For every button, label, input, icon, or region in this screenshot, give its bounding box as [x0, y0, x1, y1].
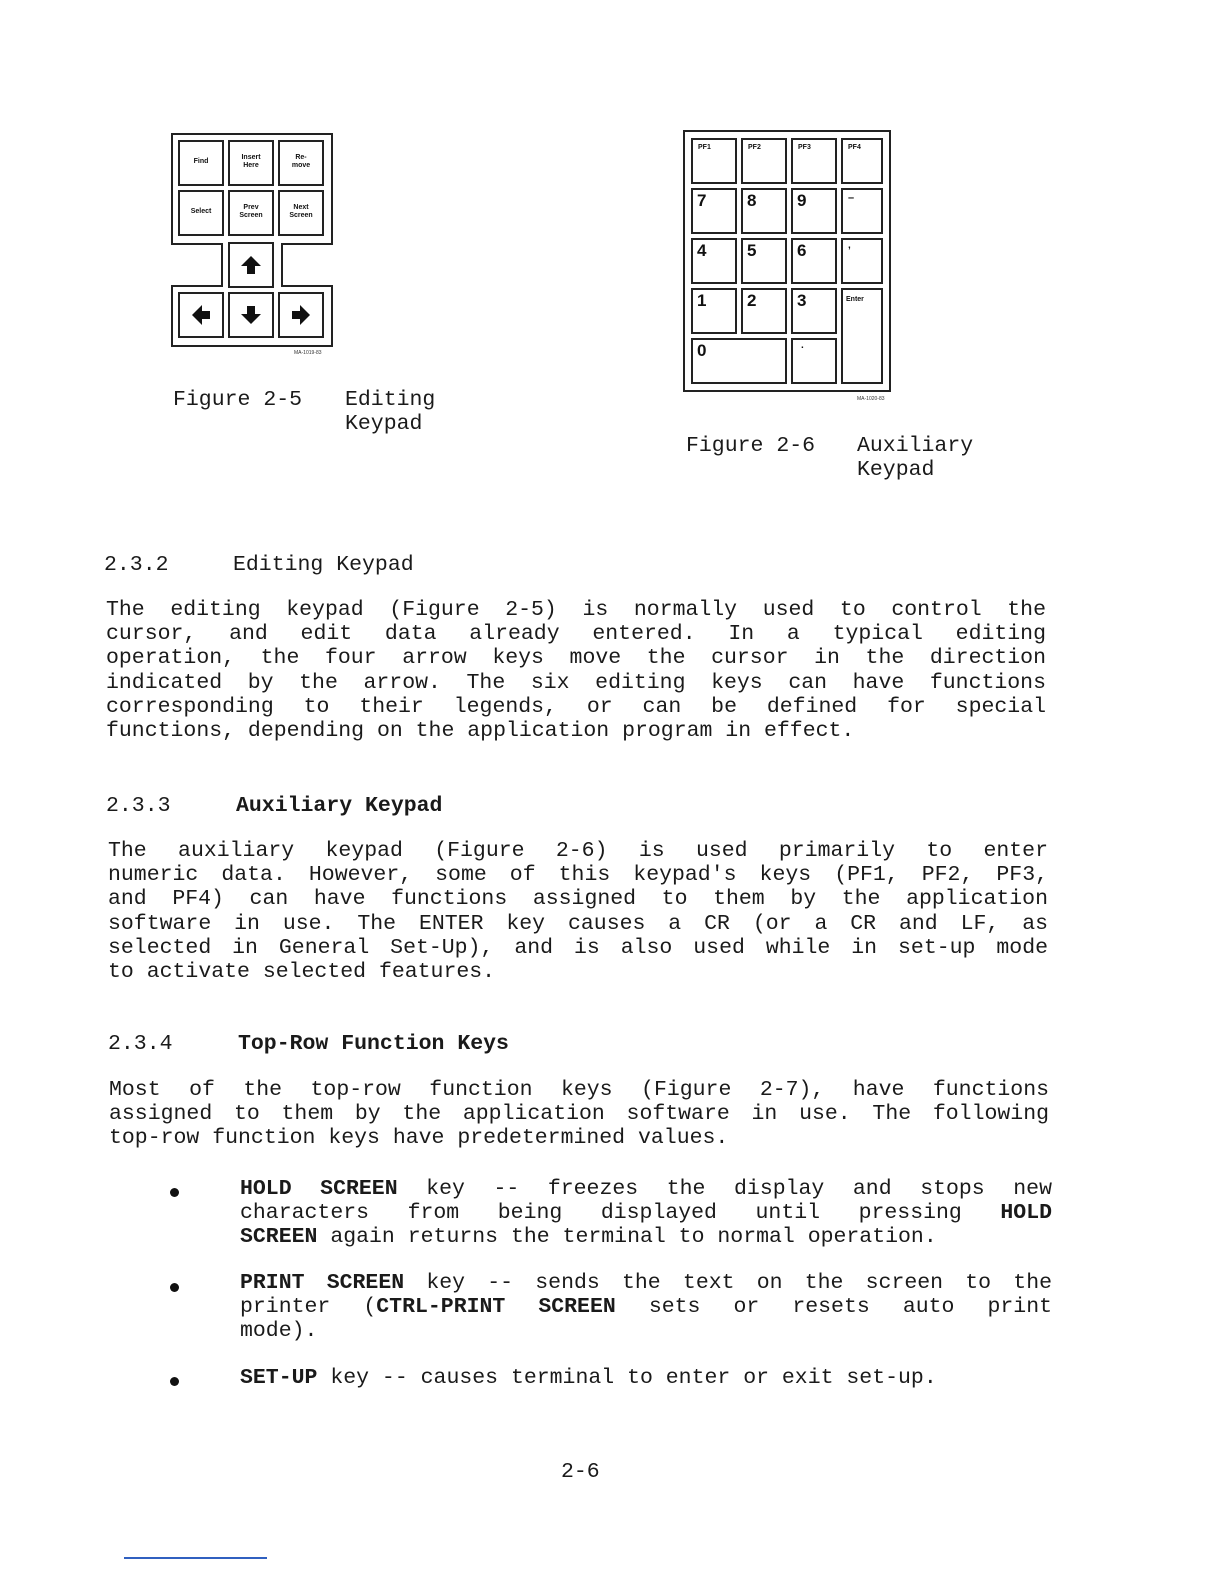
key-1 [691, 288, 737, 334]
bullet-icon [170, 1283, 179, 1292]
key-prev-screen [228, 190, 274, 236]
body-line: The editing keypad (Figure 2-5) is normally used to control the [106, 598, 1046, 622]
figure-2-5-caption-line1: Editing [345, 388, 436, 412]
section-2-3-3-number: 2.3.3 [106, 794, 171, 818]
bullet-text: again returns the terminal to normal operation. [317, 1225, 937, 1249]
bullet-icon [170, 1188, 179, 1197]
key-insert-label-1: Insert [241, 154, 261, 161]
section-2-3-4-title: Top-Row Function Keys [238, 1032, 509, 1056]
key-insert-here [228, 140, 274, 186]
bullet-hold-screen [240, 1177, 1052, 1249]
body-line: software in use. The ENTER key causes a CR (or a CR and LF, as [108, 911, 1048, 936]
key-remove [278, 140, 324, 186]
key-enter-label: Enter [846, 296, 864, 303]
key-comma [841, 238, 883, 284]
key-6 [791, 238, 837, 284]
key-1-label: 1 [697, 291, 707, 310]
caption-label: Figure 2-5 [173, 388, 303, 412]
key-0 [691, 338, 787, 384]
key-pf3-label: PF3 [798, 144, 811, 151]
key-8-label: 8 [747, 191, 757, 210]
figure-code: MA-1020-83 [857, 396, 885, 402]
key-pf2 [741, 138, 787, 184]
key-period-label: . [801, 340, 804, 351]
key-minus [841, 188, 883, 234]
footer-rule [124, 1557, 267, 1559]
bullet-text: mode). [240, 1319, 318, 1343]
arrow-up-icon [240, 254, 262, 276]
key-insert-label-2: Here [243, 162, 259, 169]
body-line: to activate selected features. [108, 959, 496, 984]
key-remove-label-1: Re- [295, 154, 307, 161]
bullet-text: key -- freezes the display and stops new [397, 1177, 1052, 1201]
body-line: assigned to them by the application software in use. The following [109, 1102, 1049, 1127]
key-4-label: 4 [697, 241, 707, 260]
bullet-key: SET-UP [240, 1366, 318, 1390]
key-prev-label-1: Prev [243, 204, 259, 211]
key-7 [691, 188, 737, 234]
key-remove-label-2: move [291, 162, 311, 169]
bullet-text: characters from being displayed until pressing [240, 1201, 1001, 1225]
body-line: corresponding to their legends, or can be defined for special [106, 694, 1046, 719]
section-2-3-2-number: 2.3.2 [104, 553, 169, 577]
key-next-label-2: Screen [289, 212, 313, 219]
figure-2-6-caption-line1: Auxiliary [857, 434, 974, 458]
key-pf1-label: PF1 [698, 144, 711, 151]
key-find-label: Find [193, 158, 209, 165]
body-line: The auxiliary keypad (Figure 2-6) is used primarily to enter [108, 839, 1048, 863]
key-arrow-left [178, 292, 224, 338]
section-2-3-3-title: Auxiliary Keypad [236, 794, 443, 818]
body-line: Most of the top-row function keys (Figure 2-7), have functions [109, 1078, 1049, 1102]
key-4 [691, 238, 737, 284]
key-arrow-right [278, 292, 324, 338]
section-2-3-4-number: 2.3.4 [108, 1032, 173, 1056]
bullet-key: PRINT SCREEN [240, 1271, 405, 1295]
key-comma-label: , [848, 240, 851, 251]
key-enter [841, 288, 883, 384]
auxiliary-keypad-figure [683, 130, 893, 406]
bullet-key: HOLD [1000, 1201, 1052, 1225]
body-line: selected in General Set-Up), and is also used while in set-up mode [108, 935, 1048, 960]
key-9-label: 9 [797, 191, 807, 210]
section-2-3-2-title: Editing Keypad [233, 553, 414, 577]
section-2-3-3-body [108, 839, 1048, 984]
key-6-label: 6 [797, 241, 807, 260]
bullet-text: sets or resets auto print [615, 1295, 1052, 1319]
key-5 [741, 238, 787, 284]
key-arrow-up [228, 242, 274, 288]
key-3 [791, 288, 837, 334]
key-prev-label-2: Screen [239, 212, 263, 219]
key-period [791, 338, 837, 384]
figure-code: MA-1019-83 [294, 350, 322, 356]
key-5-label: 5 [747, 241, 757, 260]
bullet-text: printer ( [240, 1295, 377, 1319]
figure-2-5-caption-line2: Keypad [345, 412, 423, 436]
bullet-icon [170, 1377, 179, 1386]
bullet-print-screen [240, 1271, 1052, 1343]
figure-2-5-caption [173, 388, 302, 412]
key-pf1 [691, 138, 737, 184]
figure-2-6-caption-line2: Keypad [857, 458, 935, 482]
body-line: top-row function keys have predetermined values. [109, 1126, 729, 1151]
bullet-key: HOLD SCREEN [240, 1177, 398, 1201]
body-line: cursor, and edit data already entered. In a typical editing [106, 622, 1046, 647]
key-9 [791, 188, 837, 234]
editing-keypad-figure [170, 132, 334, 358]
arrow-left-icon [190, 304, 212, 326]
key-0-label: 0 [697, 341, 707, 360]
arrow-down-icon [240, 304, 262, 326]
key-next-screen [278, 190, 324, 236]
section-2-3-2-body [106, 598, 1046, 743]
key-pf4 [841, 138, 883, 184]
key-arrow-down [228, 292, 274, 338]
page-number: 2-6 [561, 1460, 600, 1484]
key-pf3 [791, 138, 837, 184]
key-2 [741, 288, 787, 334]
bullet-key: SCREEN [240, 1225, 318, 1249]
key-select [178, 190, 224, 236]
key-find [178, 140, 224, 186]
section-2-3-4-body [109, 1078, 1049, 1151]
key-select-label: Select [190, 208, 212, 215]
body-line: numeric data. However, some of this keypad's keys (PF1, PF2, PF3, [108, 863, 1048, 888]
body-line: functions, depending on the application program in effect. [106, 718, 855, 743]
body-line: and PF4) can have functions assigned to them by the application [108, 887, 1048, 912]
arrow-right-icon [290, 304, 312, 326]
key-7-label: 7 [697, 191, 707, 210]
bullet-text: key -- causes terminal to enter or exit set-up. [317, 1366, 937, 1390]
bullet-key: CTRL-PRINT SCREEN [376, 1295, 616, 1319]
key-pf4-label: PF4 [848, 144, 861, 151]
key-pf2-label: PF2 [748, 144, 761, 151]
key-3-label: 3 [797, 291, 807, 310]
body-line: indicated by the arrow. The six editing keys can have functions [106, 670, 1046, 695]
key-next-label-1: Next [293, 204, 309, 211]
key-2-label: 2 [747, 291, 757, 310]
figure-2-6-caption-label: Figure 2-6 [686, 434, 816, 458]
bullet-set-up [240, 1366, 1010, 1390]
bullet-text: key -- sends the text on the screen to the [404, 1271, 1052, 1295]
key-minus-label: – [848, 192, 855, 204]
key-8 [741, 188, 787, 234]
body-line: operation, the four arrow keys move the cursor in the direction [106, 646, 1046, 671]
